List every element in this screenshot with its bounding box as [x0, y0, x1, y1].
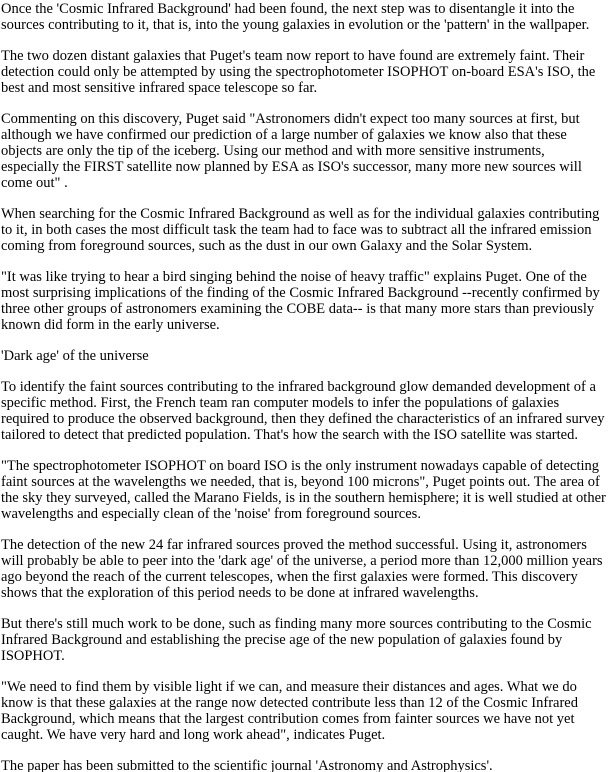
paragraph: The detection of the new 24 far infrared sources proved the method successful. Using it, astronomers will probably be able to peer into the 'dark age' of the universe, a period more than 12,000 million years ago beyond the reach of the current telescopes, when the first galaxies were formed. This discovery shows that the exploration of this period needs to be done at infrared wavelengths.	[1, 537, 603, 601]
paragraph: The two dozen distant galaxies that Puget's team now report to have found are extremely faint. Their detection could only be attempted by using the spectrophotometer ISOPHOT on-board ESA's ISO, the best and most sensitive infrared space telescope so far.	[1, 48, 596, 96]
paragraph: "The spectrophotometer ISOPHOT on board ISO is the only instrument nowadays capable of detecting faint sources at the wavelengths we needed, that is, beyond 100 microns", Puget points out. The area of the sky they surveyed, called the Marano Fields, is in the southern hemisphere; it is well studied at other wavelengths and especially clean of the 'noise' from foreground sources.	[1, 458, 606, 522]
paragraph: To identify the faint sources contributing to the infrared background glow demanded development of a specific method. First, the French team ran computer models to infer the populations of galaxies required to produce the observed background, then they defined the characteristics of an infrared survey tailored to detect that predicted population. That's how the search with the ISO satellite was started.	[1, 379, 605, 443]
paragraph: Commenting on this discovery, Puget said "Astronomers didn't expect too many sources at first, but although we have confirmed our prediction of a large number of galaxies we know also that these objects are only the tip of the iceberg. Using our method and with more sensitive instruments, especially the FIRST satellite now planned by ESA as ISO's successor, many more new sources will come out" .	[1, 111, 582, 191]
paragraph: Once the 'Cosmic Infrared Background' had been found, the next step was to disentangle it into the sources contributing to it, that is, into the young galaxies in evolution or the 'pattern' in the wallpaper.	[1, 1, 590, 33]
paragraph: When searching for the Cosmic Infrared Background as well as for the individual galaxies contributing to it, in both cases the most difficult task the team had to face was to subtract all the infrared emission coming from foreground sources, such as the dust in our own Galaxy and the Solar System.	[1, 206, 600, 254]
paragraph: The paper has been submitted to the scientific journal 'Astronomy and Astrophysics'.	[1, 758, 493, 772]
paragraph: "We need to find them by visible light if we can, and measure their distances and ages. What we do know is that these galaxies at the range now detected contribute less than 12 of the Cosmic Infrared Background, which means that the largest contribution comes from fainter sources we have not yet caught. We have very hard and long work ahead", indicates Puget.	[1, 679, 578, 743]
paragraph: "It was like trying to hear a bird singing behind the noise of heavy traffic" explains Puget. One of the most surprising implications of the finding of the Cosmic Infrared Background --recently confirmed by three other groups of astronomers examining the COBE data-- is that many more stars than previously known did form in the early universe.	[1, 269, 600, 333]
paragraph: But there's still much work to be done, such as finding many more sources contributing to the Cosmic Infrared Background and establishing the precise age of the new population of galaxies found by ISOPHOT.	[1, 616, 592, 664]
section-heading: 'Dark age' of the universe	[1, 348, 149, 364]
